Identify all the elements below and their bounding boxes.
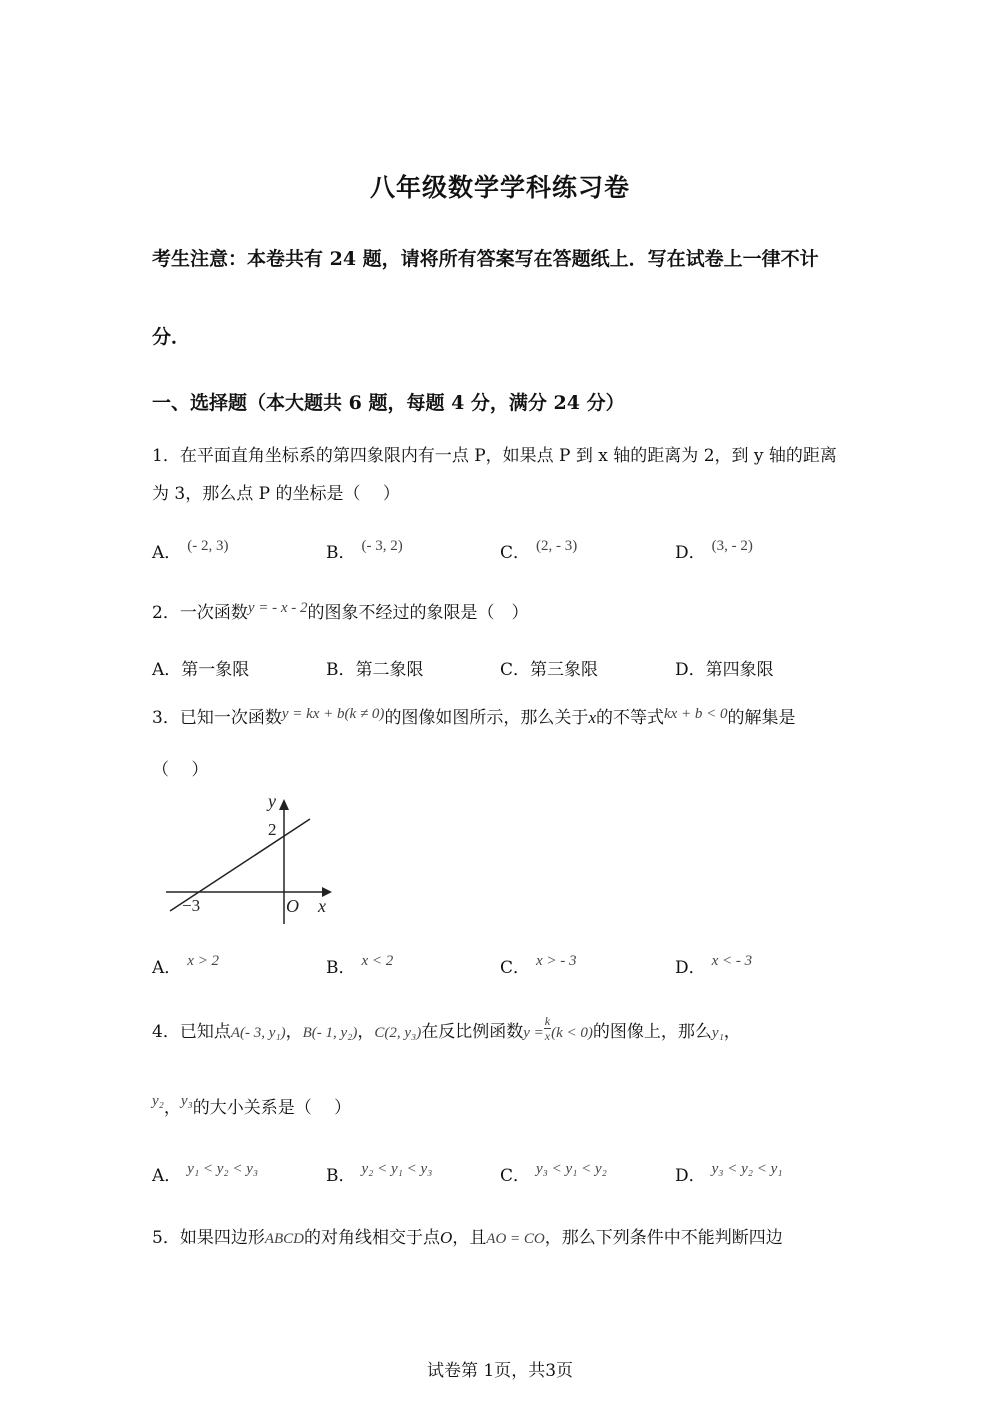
question-4-line-1: 4．已知点A(- 3, y₁)，B(- 1, y₂)，C(2, y₃)在反比例函数y = $\frac{k}{x}$ (k < 0)的图像上，那么y₁， — [152, 1014, 741, 1043]
x-intercept-label: −3 — [182, 896, 201, 915]
q5-shape: ABCD — [264, 1231, 304, 1247]
option-label: D． — [675, 1166, 706, 1186]
q1-option-d[interactable] — [675, 538, 753, 563]
notice-line-2: 分． — [152, 326, 191, 348]
q4-option-d[interactable] — [675, 1161, 783, 1186]
q4-y1: y₁ — [711, 1025, 724, 1041]
q4-option-a[interactable] — [152, 1161, 258, 1186]
q4-mid: 在反比例函数 — [421, 1022, 524, 1042]
q3-graph — [160, 795, 340, 930]
q4-point-a: A(- 3, y₁) — [230, 1025, 286, 1041]
q4-prefix: 4．已知点 — [152, 1022, 231, 1042]
option-label: D． — [675, 660, 706, 680]
option-label: A． — [152, 660, 182, 680]
notice-line-1: 考生注意：本卷共有 24 题，请将所有答案写在答题纸上．写在试卷上一律不计 — [152, 248, 819, 270]
y-intercept-label: 2 — [268, 820, 277, 839]
option-label: B． — [326, 1166, 356, 1186]
option-label: C． — [500, 543, 531, 563]
q2-option-b[interactable] — [326, 655, 424, 680]
option-value: x > 2 — [187, 953, 220, 969]
option-label: A． — [152, 1166, 182, 1186]
option-label: B． — [326, 958, 356, 978]
q3-formula-1: y = kx + b(k ≠ 0) — [281, 706, 385, 722]
option-label: D． — [675, 958, 706, 978]
q1-option-a[interactable] — [152, 538, 229, 563]
q4-option-c[interactable] — [500, 1161, 607, 1186]
question-3-line-2: （ ） — [152, 760, 209, 780]
q2-option-c[interactable] — [500, 655, 598, 680]
q4-y2: y₂ — [152, 1093, 164, 1109]
q1-option-c[interactable] — [500, 538, 577, 563]
x-axis-label: x — [318, 896, 326, 916]
page-footer: 试卷第 1页，共3页 — [426, 1361, 574, 1381]
option-value: 第二象限 — [355, 660, 424, 680]
q4-suffix: 的图像上，那么 — [592, 1022, 712, 1042]
y-axis-arrow-icon — [279, 799, 289, 810]
option-value: 第三象限 — [530, 660, 599, 680]
q3-option-b[interactable] — [326, 953, 393, 978]
q3-suffix: 的解集是 — [727, 708, 796, 728]
option-label: D． — [675, 543, 706, 563]
option-value: (3, - 2) — [711, 538, 753, 554]
option-label: C． — [500, 660, 531, 680]
q2-option-a[interactable] — [152, 655, 249, 680]
fraction-numerator: k — [544, 1014, 551, 1028]
q5-point: O — [440, 1228, 453, 1247]
origin-label: O — [286, 896, 299, 916]
q3-option-d[interactable] — [675, 953, 752, 978]
q5-suffix: ，那么下列条件中不能判断四边 — [544, 1228, 783, 1248]
q2-option-d[interactable] — [675, 655, 774, 680]
page-title: 八年级数学学科练习卷 — [369, 173, 630, 202]
q3-option-c[interactable] — [500, 953, 577, 978]
question-3-line-1 — [152, 707, 872, 730]
q3-prefix: 3．已知一次函数 — [152, 708, 282, 728]
option-value: x > - 3 — [536, 953, 577, 969]
q3-mid-2: 的不等式 — [595, 708, 664, 728]
q4-fraction — [544, 1014, 551, 1043]
q5-mid: 的对角线相交于点 — [304, 1228, 440, 1248]
option-label: C． — [500, 1166, 531, 1186]
question-1-line-1: 1．在平面直角坐标系的第四象限内有一点 P，如果点 P 到 x 轴的距离为 2，到 y 轴的距离 — [152, 446, 837, 466]
option-value: 第四象限 — [705, 660, 774, 680]
question-4-line-2: y₂，y₃的大小关系是（ ） — [152, 1093, 352, 1118]
option-value: y₃ < y₂ < y₁ — [711, 1161, 783, 1177]
q3-option-a[interactable] — [152, 953, 219, 978]
q5-prefix: 5．如果四边形 — [152, 1228, 265, 1248]
q3-mid: 的图像如图所示，那么关于 — [384, 708, 589, 728]
question-5-line-1 — [152, 1227, 872, 1250]
q3-var: x — [588, 708, 596, 727]
q5-mid-2: ，且 — [452, 1228, 487, 1248]
q2-prefix: 2．一次函数 — [152, 603, 248, 623]
q2-formula: y = - x - 2 — [247, 600, 308, 616]
q4-point-b: B(- 1, y₂) — [302, 1025, 358, 1041]
y-axis-label: y — [268, 795, 276, 811]
option-value: y₃ < y₁ < y₂ — [536, 1161, 607, 1177]
option-label: B． — [326, 660, 356, 680]
q1-option-b[interactable] — [326, 538, 403, 563]
option-value: (- 2, 3) — [187, 538, 229, 554]
q4-y3: y₃ — [180, 1093, 193, 1109]
option-value: 第一象限 — [181, 660, 250, 680]
q4-point-c: C(2, y₃) — [374, 1025, 422, 1041]
option-value: y₁ < y₂ < y₃ — [187, 1161, 259, 1177]
option-value: x < 2 — [361, 953, 394, 969]
q4-formula-tail: (k < 0) — [551, 1025, 593, 1041]
option-value: y₂ < y₁ < y₃ — [361, 1161, 433, 1177]
option-value: (2, - 3) — [536, 538, 578, 554]
question-2 — [152, 602, 852, 625]
option-value: x < - 3 — [711, 953, 753, 969]
option-label: C． — [500, 958, 531, 978]
option-label: B． — [326, 543, 356, 563]
option-value: (- 3, 2) — [361, 538, 403, 554]
q4-line2-suffix: 的大小关系是（ ） — [192, 1098, 352, 1118]
option-label: A． — [152, 543, 182, 563]
option-label: A． — [152, 958, 182, 978]
q4-option-b[interactable] — [326, 1161, 432, 1186]
q5-formula: AO = CO — [486, 1231, 545, 1247]
q3-formula-2: kx + b < 0 — [663, 706, 728, 722]
section-heading: 一、选择题（本大题共 6 题，每题 4 分，满分 24 分） — [152, 392, 625, 414]
q2-suffix: 的图象不经过的象限是（ ） — [307, 603, 529, 623]
question-1-line-2: 为 3，那么点 P 的坐标是（ ） — [152, 484, 400, 504]
fraction-denominator: x — [544, 1029, 551, 1043]
